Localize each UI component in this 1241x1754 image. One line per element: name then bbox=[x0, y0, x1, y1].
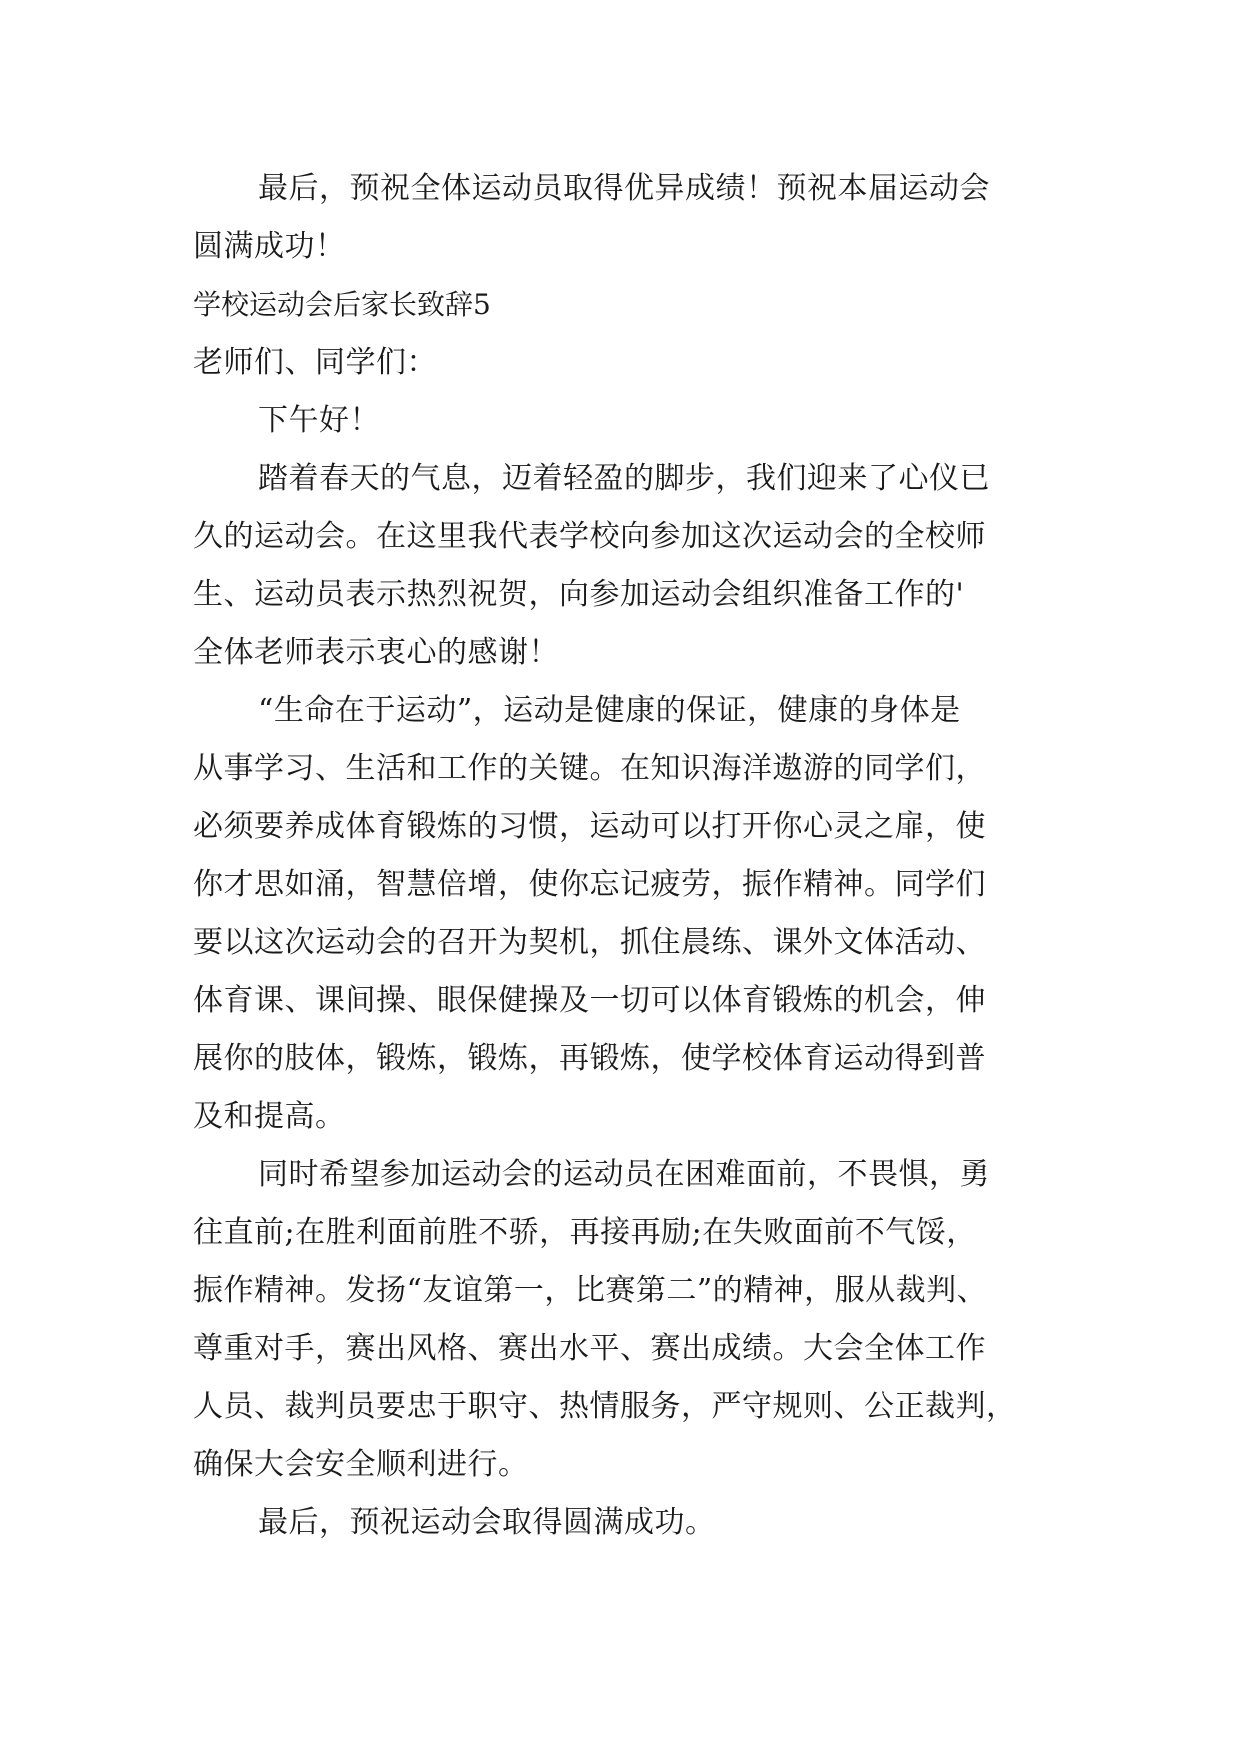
paragraph-3-line-1: 同时希望参加运动会的运动员在困难面前，不畏惧，勇 bbox=[258, 1157, 990, 1192]
greeting: 下午好！ bbox=[258, 403, 380, 438]
paragraph-3-line-3: 振作精神。发扬“友谊第一，比赛第二”的精神，服从裁判、 bbox=[193, 1273, 988, 1308]
paragraph-3-line-5: 人员、裁判员要忠于职守、热情服务，严守规则、公正裁判， bbox=[193, 1389, 1017, 1424]
salutation: 老师们、同学们： bbox=[193, 345, 437, 380]
paragraph-2-line-1: “生命在于运动”，运动是健康的保证，健康的身体是 bbox=[258, 693, 961, 728]
paragraph-3-line-4: 尊重对手，赛出风格、赛出水平、赛出成绩。大会全体工作 bbox=[193, 1331, 986, 1366]
paragraph-2-line-3: 必须要养成体育锻炼的习惯，运动可以打开你心灵之扉，使 bbox=[193, 809, 986, 844]
paragraph-2-line-5: 要以这次运动会的召开为契机，抓住晨练、课外文体活动、 bbox=[193, 925, 986, 960]
paragraph-2-line-8: 及和提高。 bbox=[193, 1099, 346, 1134]
final-line: 最后，预祝运动会取得圆满成功。 bbox=[258, 1505, 716, 1540]
paragraph-2-line-4: 你才思如涌，智慧倍增，使你忘记疲劳，振作精神。同学们 bbox=[193, 867, 986, 902]
document-body bbox=[193, 160, 1055, 1552]
paragraph-1-line-1: 踏着春天的气息，迈着轻盈的脚步，我们迎来了心仪已 bbox=[258, 461, 990, 496]
closing-paragraph-line-2: 圆满成功！ bbox=[193, 229, 346, 264]
paragraph-1-line-4: 全体老师表示衷心的感谢！ bbox=[193, 635, 559, 670]
paragraph-3-line-6: 确保大会安全顺利进行。 bbox=[193, 1447, 529, 1482]
paragraph-2-line-6: 体育课、课间操、眼保健操及一切可以体育锻炼的机会，伸 bbox=[193, 983, 986, 1018]
section-title: 学校运动会后家长致辞5 bbox=[193, 288, 491, 321]
paragraph-1-line-2: 久的运动会。在这里我代表学校向参加这次运动会的全校师 bbox=[193, 519, 986, 554]
closing-paragraph-line-1: 最后，预祝全体运动员取得优异成绩！预祝本届运动会 bbox=[258, 171, 990, 206]
paragraph-2-line-7: 展你的肢体，锻炼，锻炼，再锻炼，使学校体育运动得到普 bbox=[193, 1041, 986, 1076]
paragraph-3-line-2: 往直前;在胜利面前胜不骄，再接再励;在失败面前不气馁， bbox=[193, 1215, 977, 1250]
paragraph-1-line-3: 生、运动员表示热烈祝贺，向参加运动会组织准备工作的' bbox=[193, 577, 965, 612]
paragraph-2-line-2: 从事学习、生活和工作的关键。在知识海洋遨游的同学们， bbox=[193, 751, 986, 786]
